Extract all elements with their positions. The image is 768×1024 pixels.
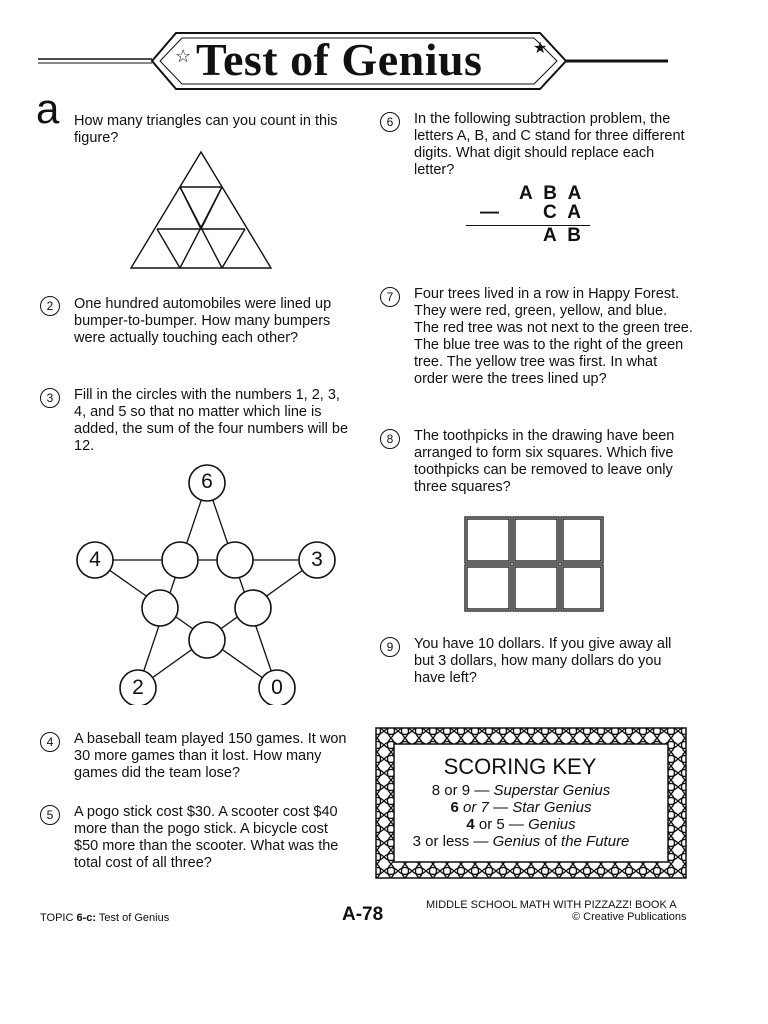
star-bottom-right-value: 0 <box>271 676 283 699</box>
title-star-right-icon: ★ <box>533 40 548 57</box>
star-left-value: 4 <box>89 548 101 571</box>
score-rank-part1: Genius <box>492 833 541 850</box>
book-title: MIDDLE SCHOOL MATH WITH PIZZAZZ! BOOK A <box>426 899 677 911</box>
star-right-value: 3 <box>311 548 323 571</box>
topic-name: Test of Genius <box>98 912 170 924</box>
scoring-row-3 <box>376 816 666 833</box>
publisher: © Creative Publications <box>572 911 687 923</box>
q1-text: How many triangles can you count in this figure? <box>74 113 338 146</box>
triangle-figure <box>128 150 278 274</box>
q9-text: You have 10 dollars. If you give away all but 3 dollars, how many dollars do you have left? <box>414 636 672 686</box>
score-rank: Star Genius <box>512 799 592 816</box>
subtraction-result: A B <box>543 225 585 246</box>
q7-text: Four trees lived in a row in Happy Forest. They were red, green, yellow, and blue. The red tree was not next to the green tree. The blue tree was to the right of the green tree. The yellow tree was first. In what order were the trees lined up? <box>414 286 693 387</box>
q3-text: Fill in the circles with the numbers 1, 2, 3, 4, and 5 so that no matter which line is added, the sum of the four numbers will be 12. <box>74 387 349 454</box>
title-star-left-icon: ☆ <box>175 46 192 66</box>
score-range: 8 or 9 <box>431 782 471 799</box>
q5-number: 5 <box>40 805 60 825</box>
subtraction-minus: — <box>480 202 499 223</box>
star-bottom-left-value: 2 <box>132 676 144 699</box>
topic-code: 6-c: <box>76 912 97 924</box>
q5-text: A pogo stick cost $30. A scooter cost $40 more than the pogo stick. A bicycle cost $50 more than the scooter. What was the total cost of all three? <box>74 804 339 871</box>
q7-number: 7 <box>380 287 400 307</box>
q9-number: 9 <box>380 637 400 657</box>
q4-number: 4 <box>40 732 60 752</box>
star-top-value: 6 <box>201 470 213 493</box>
q2-number: 2 <box>40 296 60 316</box>
score-range-bold: 6 <box>450 799 459 816</box>
subtraction-line1: A B A <box>519 183 585 204</box>
scoring-key-title: SCORING KEY <box>443 754 597 779</box>
toothpick-grid <box>460 513 610 618</box>
q8-text: The toothpicks in the drawing have been arranged to form six squares. Which five toothpicks can be removed to leave only three squares? <box>414 428 675 495</box>
score-dash: — <box>493 799 509 816</box>
score-dash: — <box>473 833 489 850</box>
score-rank: Superstar Genius <box>493 782 611 799</box>
q6-text: In the following subtraction problem, the letters A, B, and C stand for three different digits. What digit should replace each letter? <box>414 111 685 178</box>
topic-label: TOPIC <box>40 912 74 924</box>
q2-text: One hundred automobiles were lined up bumper-to-bumper. How many bumpers were actually touching each other? <box>74 296 332 346</box>
page-number: A-78 <box>342 904 384 925</box>
scoring-row-4 <box>376 833 666 850</box>
score-range-rest: or 7 <box>463 799 489 816</box>
section-letter: a <box>36 85 60 132</box>
footer-topic <box>40 912 169 924</box>
q6-number: 6 <box>380 112 400 132</box>
page-title: Test of Genius <box>196 34 483 85</box>
score-dash: — <box>474 782 490 799</box>
scoring-row-2 <box>376 799 666 816</box>
subtraction-line2: C A <box>543 202 585 223</box>
star-puzzle <box>60 460 350 705</box>
score-rank-part2: of <box>544 833 557 850</box>
q3-number: 3 <box>40 388 60 408</box>
score-range-rest: or 5 <box>478 816 505 833</box>
score-rank: Genius <box>528 816 576 833</box>
score-range: 3 or less <box>412 833 470 850</box>
scoring-row-1 <box>376 782 666 799</box>
score-range-bold: 4 <box>466 816 475 833</box>
q4-text: A baseball team played 150 games. It won 30 more games than it lost. How many games did the team lose? <box>74 731 347 781</box>
score-rank-part3: the Future <box>561 833 630 850</box>
score-dash: — <box>508 816 524 833</box>
q8-number: 8 <box>380 429 400 449</box>
